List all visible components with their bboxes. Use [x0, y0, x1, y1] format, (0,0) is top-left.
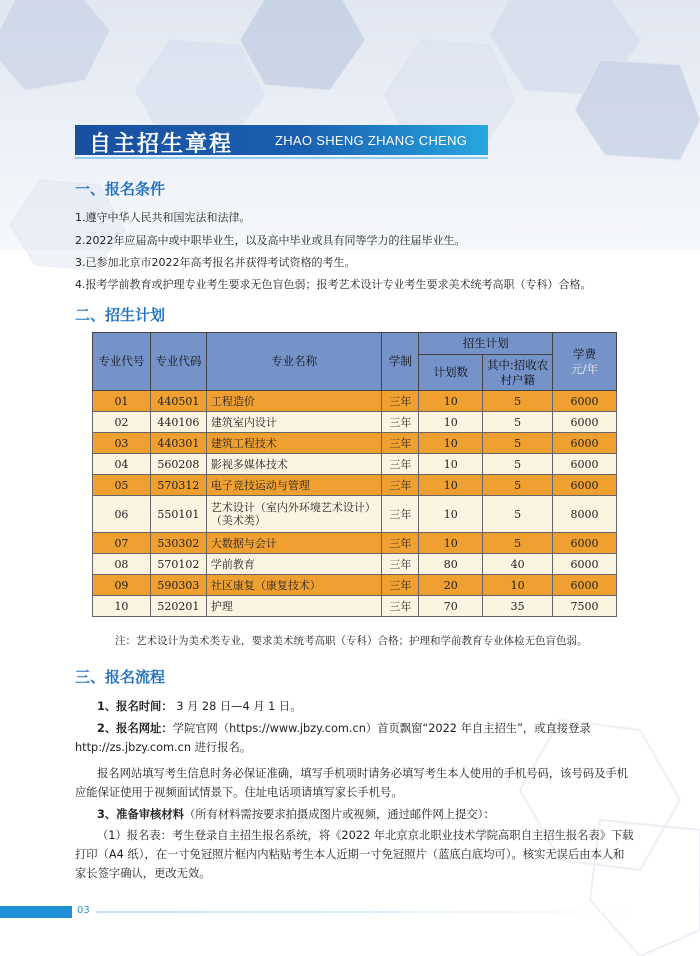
cell-name: 影视多媒体技术 — [206, 454, 382, 475]
table-row — [93, 596, 617, 617]
cell-fee: 7500 — [553, 596, 617, 617]
header-fee-label: 学费 — [573, 346, 597, 361]
header-duration: 学制 — [382, 333, 419, 391]
section-heading-plan: 二、招生计划 — [75, 306, 166, 324]
section-heading-process: 三、报名流程 — [75, 668, 166, 686]
cell-no: 06 — [93, 496, 151, 533]
chapter-title-bar — [75, 125, 488, 155]
cell-name: 电子竞技运动与管理 — [206, 475, 382, 496]
cell-no: 01 — [93, 391, 151, 412]
cell-years: 三年 — [382, 575, 419, 596]
cell-name: 建筑工程技术 — [206, 433, 382, 454]
cell-rural: 5 — [483, 391, 553, 412]
cell-code: 440301 — [150, 433, 206, 454]
materials-text: （所有材料需按要求拍摄成图片或视频，通过邮件网上提交）： — [183, 808, 495, 821]
cell-years: 三年 — [382, 596, 419, 617]
cell-plan: 10 — [419, 454, 483, 475]
cell-name: 社区康复（康复技术） — [206, 575, 382, 596]
cell-rural: 5 — [483, 533, 553, 554]
cell-code: 440106 — [150, 412, 206, 433]
cell-plan: 10 — [419, 433, 483, 454]
cell-years: 三年 — [382, 454, 419, 475]
cell-code: 590303 — [150, 575, 206, 596]
cell-name: 艺术设计（室内外环境艺术设计）（美术类） — [206, 496, 382, 533]
cell-no: 04 — [93, 454, 151, 475]
requirement-item: 2.2022年应届高中或中职毕业生，以及高中毕业或具有同等学力的往届毕业生。 — [75, 234, 466, 247]
header-major-name: 专业名称 — [206, 333, 382, 391]
cell-years: 三年 — [382, 475, 419, 496]
cell-fee: 6000 — [553, 412, 617, 433]
cell-code: 560208 — [150, 454, 206, 475]
cell-plan: 10 — [419, 533, 483, 554]
cell-no: 10 — [93, 596, 151, 617]
application-form-paragraph: （1）报名表：考生登录自主招生报名系统，将《2022 年北京京北职业技术学院高职自主招生报名表》下载打印（A4 纸），在一寸免冠照片框内内粘贴考生本人近期一寸免冠照片（蓝底白底均可）。核实无误后由本人和家长签字确认，更改无效。 — [75, 829, 634, 881]
cell-rural: 5 — [483, 496, 553, 533]
registration-time-value: 3 月 28 日—4 月 1 日。 — [176, 700, 302, 713]
cell-code: 570102 — [150, 554, 206, 575]
cell-name: 护理 — [206, 596, 382, 617]
cell-years: 三年 — [382, 412, 419, 433]
cell-years: 三年 — [382, 433, 419, 454]
cell-fee: 6000 — [553, 475, 617, 496]
cell-rural: 10 — [483, 575, 553, 596]
cell-rural: 5 — [483, 412, 553, 433]
cell-plan: 20 — [419, 575, 483, 596]
table-row — [93, 433, 617, 454]
title-underline — [75, 157, 488, 159]
cell-years: 三年 — [382, 496, 419, 533]
cell-name: 建筑室内设计 — [206, 412, 382, 433]
header-rural: 其中:招收农村户籍 — [483, 355, 553, 391]
cell-fee: 6000 — [553, 554, 617, 575]
materials-heading — [75, 805, 635, 824]
requirement-item: 3.已参加北京市2022年高考报名并获得考试资格的考生。 — [75, 256, 356, 269]
registration-time-label: 1、报名时间： — [97, 700, 173, 713]
cell-plan: 10 — [419, 496, 483, 533]
table-row — [93, 496, 617, 533]
header-plan-count: 计划数 — [419, 355, 483, 391]
table-row — [93, 575, 617, 596]
cell-code: 520201 — [150, 596, 206, 617]
cell-code: 440501 — [150, 391, 206, 412]
chapter-title: 自主招生章程 — [89, 132, 234, 157]
table-note: 注：艺术设计为美术类专业，要求美术统考高职（专科）合格；护理和学前教育专业体检无色盲色弱。 — [115, 635, 588, 647]
cell-name: 工程造价 — [206, 391, 382, 412]
cell-no: 03 — [93, 433, 151, 454]
header-fee-unit: 元/年 — [571, 361, 598, 376]
cell-plan: 10 — [419, 391, 483, 412]
cell-fee: 6000 — [553, 533, 617, 554]
registration-website-text: 学院官网（https://www.jbzy.com.cn）首页飘窗“2022 年自主招生”，或直接登录 http://zs.jbzy.com.cn 进行报名。 — [75, 722, 591, 755]
cell-code: 530302 — [150, 533, 206, 554]
cell-plan: 10 — [419, 412, 483, 433]
registration-note: 报名网站填写考生信息时务必保证准确，填写手机项时请务必填写考生本人使用的手机号码，该号码及手机应能保证使用于视频面试情景下。住址电话项请填写家长手机号。 — [75, 767, 628, 800]
requirement-item: 4.报考学前教育或护理专业考生要求无色盲色弱；报考艺术设计专业考生要求美术统考高职（专科）合格。 — [75, 278, 592, 291]
enrollment-plan-table — [92, 332, 617, 617]
cell-rural: 35 — [483, 596, 553, 617]
table-row — [93, 412, 617, 433]
cell-no: 09 — [93, 575, 151, 596]
cell-fee: 6000 — [553, 391, 617, 412]
cell-no: 02 — [93, 412, 151, 433]
cell-no: 05 — [93, 475, 151, 496]
cell-plan: 80 — [419, 554, 483, 575]
cell-fee: 8000 — [553, 496, 617, 533]
cell-code: 550101 — [150, 496, 206, 533]
chapter-title-pinyin: ZHAO SHENG ZHANG CHENG — [275, 133, 468, 148]
cell-fee: 6000 — [553, 454, 617, 475]
header-fee — [553, 333, 617, 391]
cell-rural: 40 — [483, 554, 553, 575]
cell-rural: 5 — [483, 454, 553, 475]
cell-name: 学前教育 — [206, 554, 382, 575]
cell-plan: 10 — [419, 475, 483, 496]
footer-bar — [0, 906, 72, 918]
registration-time — [75, 697, 635, 716]
cell-name: 大数据与会计 — [206, 533, 382, 554]
cell-fee: 6000 — [553, 575, 617, 596]
header-plan-group: 招生计划 — [419, 333, 553, 355]
registration-website — [75, 719, 635, 757]
cell-no: 07 — [93, 533, 151, 554]
cell-plan: 70 — [419, 596, 483, 617]
table-row — [93, 533, 617, 554]
cell-years: 三年 — [382, 554, 419, 575]
cell-no: 08 — [93, 554, 151, 575]
table-row — [93, 454, 617, 475]
table-row — [93, 475, 617, 496]
cell-code: 570312 — [150, 475, 206, 496]
footer-line — [96, 911, 636, 913]
cell-rural: 5 — [483, 475, 553, 496]
cell-years: 三年 — [382, 391, 419, 412]
cell-fee: 6000 — [553, 433, 617, 454]
cell-years: 三年 — [382, 533, 419, 554]
table-row — [93, 391, 617, 412]
page-number: 03 — [77, 905, 90, 916]
table-row — [93, 554, 617, 575]
materials-label: 3、准备审核材料 — [97, 808, 184, 821]
header-major-code: 专业代码 — [150, 333, 206, 391]
cell-rural: 5 — [483, 433, 553, 454]
section-heading-requirements: 一、报名条件 — [75, 180, 166, 198]
requirement-item: 1.遵守中华人民共和国宪法和法律。 — [75, 211, 251, 224]
registration-website-label: 2、报名网址： — [97, 722, 173, 735]
header-code-no: 专业代号 — [93, 333, 151, 391]
